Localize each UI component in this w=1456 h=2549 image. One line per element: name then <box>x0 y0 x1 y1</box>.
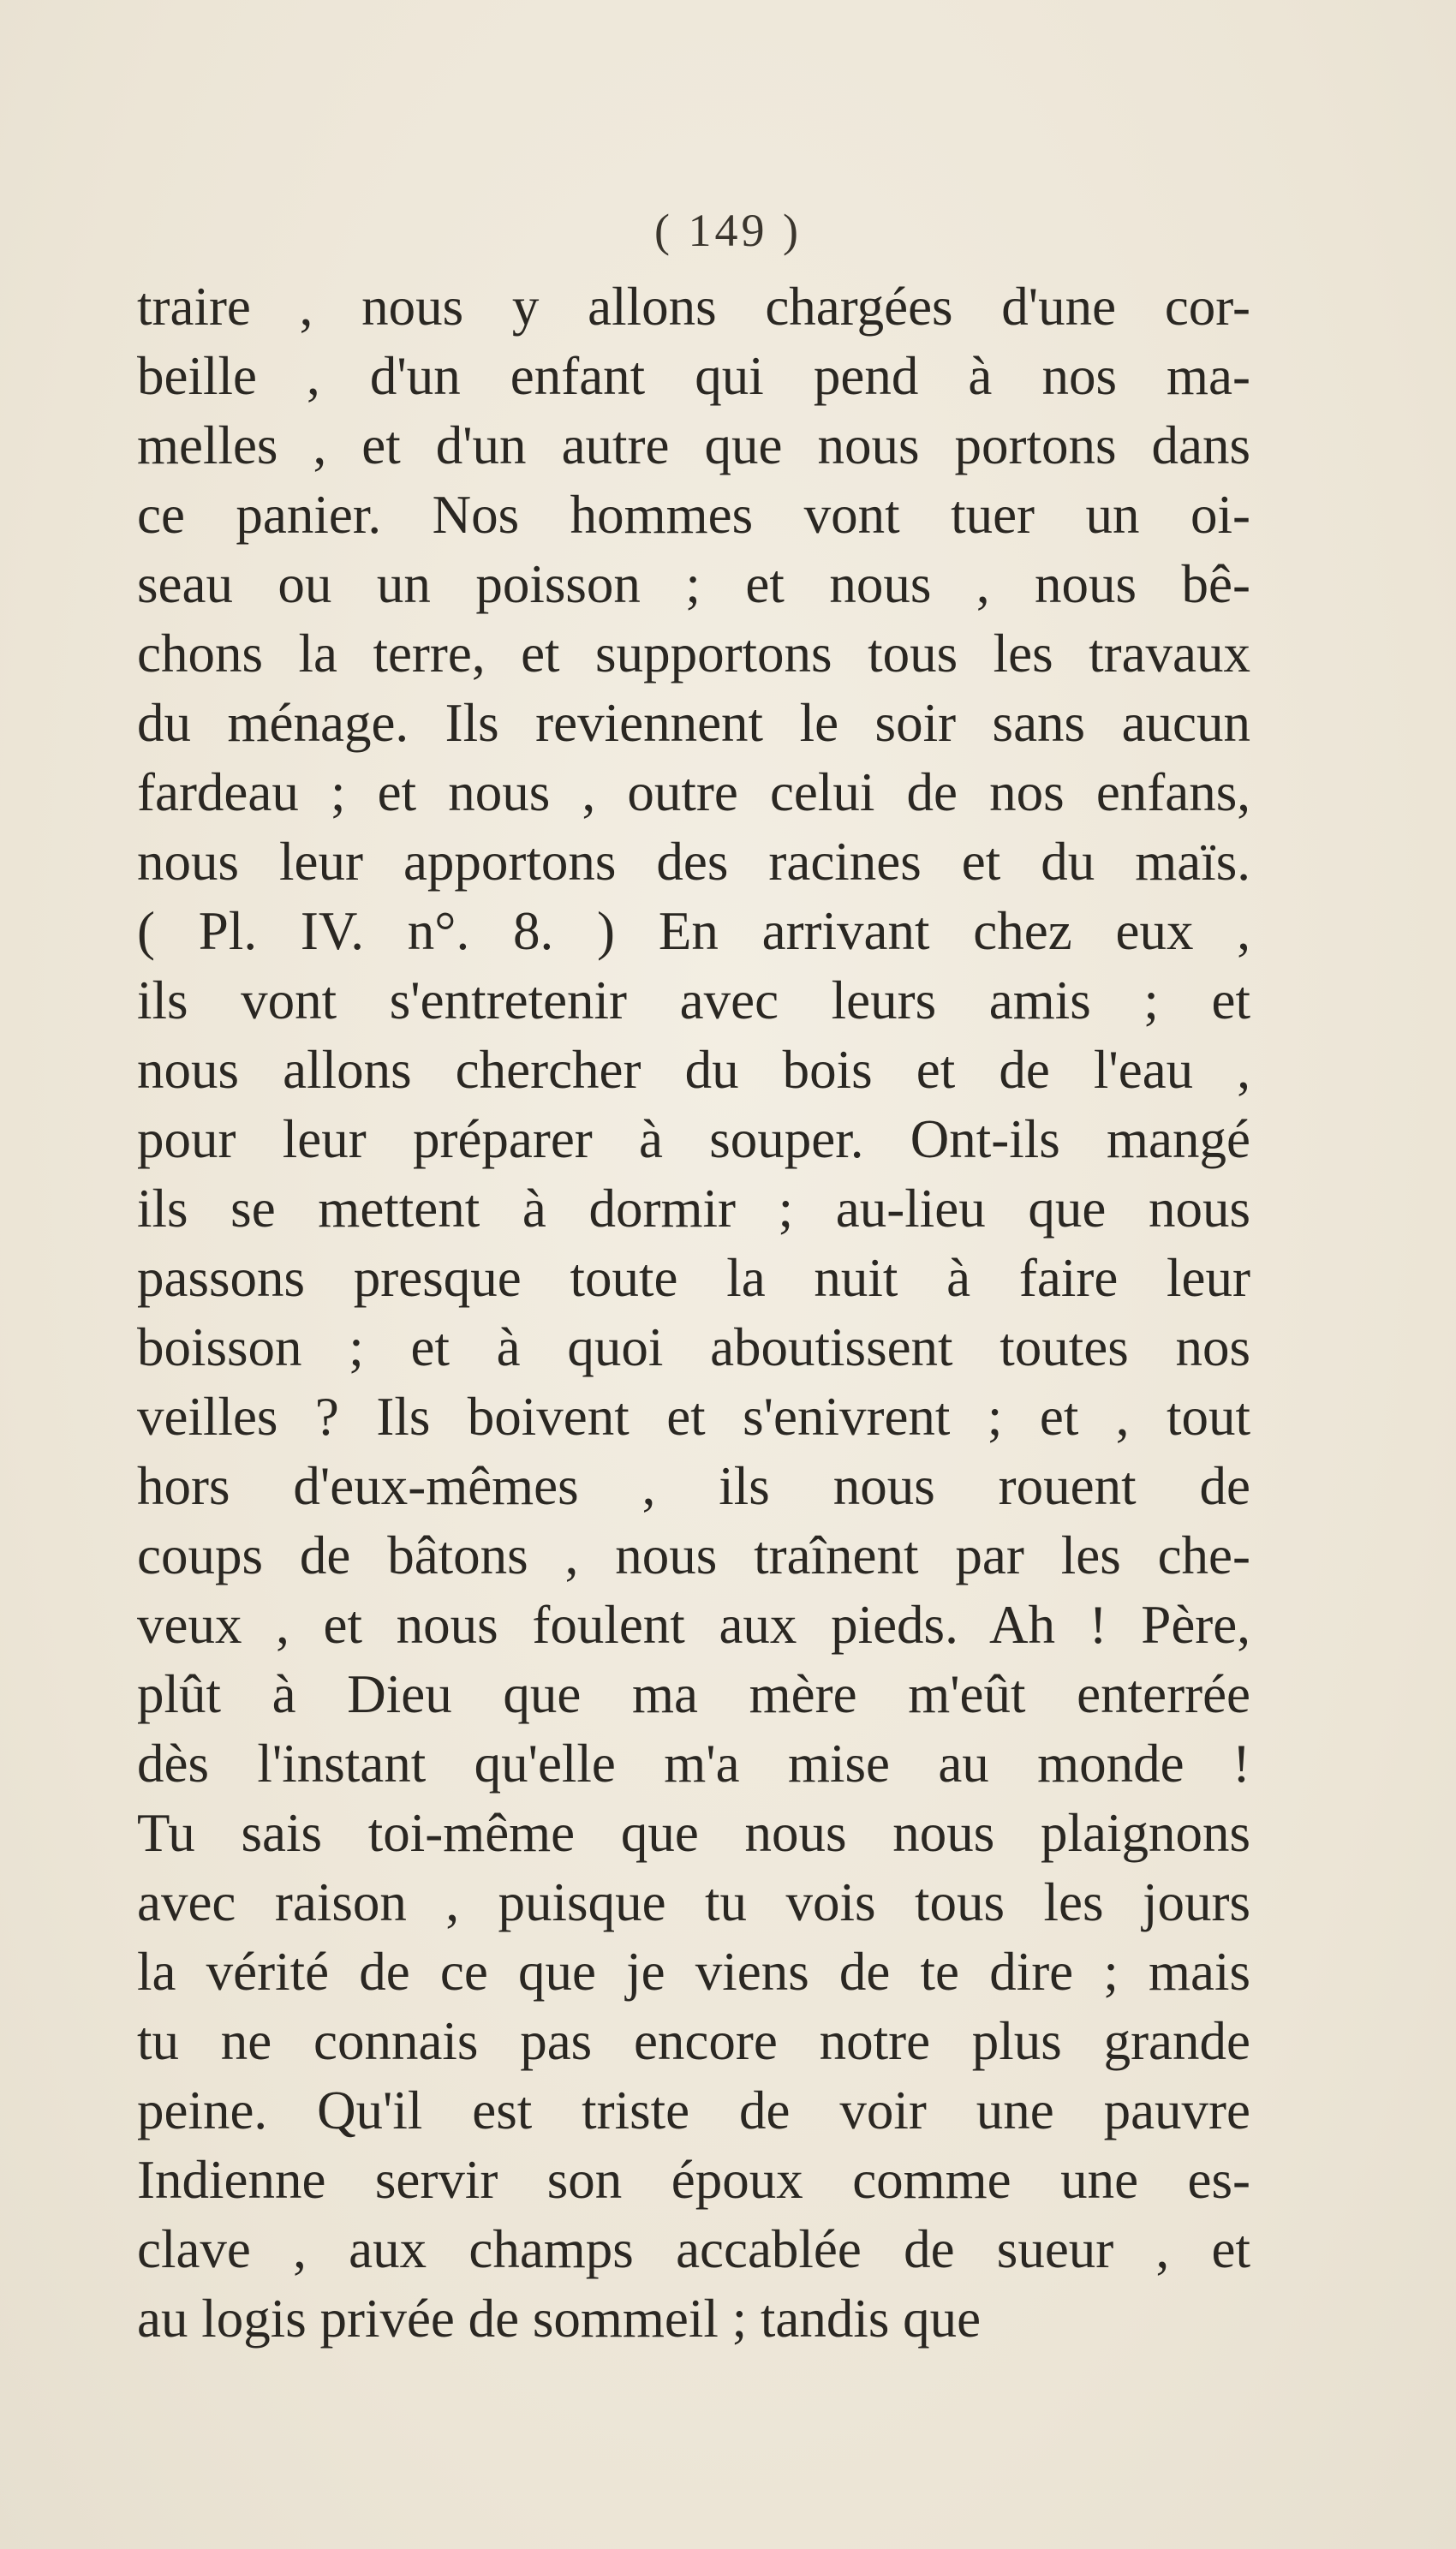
text-line: veux , et nous foulent aux pieds. Ah ! Père, <box>137 1595 1250 1655</box>
text-line: boisson ; et à quoi aboutissent toutes nos <box>137 1317 1250 1377</box>
text-line: au logis privée de sommeil ; tandis que <box>137 2289 982 2349</box>
text-line: beille , d'un enfant qui pend à nos ma- <box>137 346 1250 406</box>
text-line: ils se mettent à dormir ; au-lieu que nous <box>137 1179 1250 1239</box>
text-line: veilles ? Ils boivent et s'enivrent ; et , tout <box>137 1387 1250 1447</box>
text-line: hors d'eux-mêmes , ils nous rouent de <box>137 1456 1250 1516</box>
text-line: ( Pl. IV. n°. 8. ) En arrivant chez eux , <box>137 901 1250 961</box>
body-text <box>137 272 1250 2354</box>
text-line: melles , et d'un autre que nous portons dans <box>137 415 1250 475</box>
text-line: Indienne servir son époux comme une es- <box>137 2150 1250 2210</box>
text-line: peine. Qu'il est triste de voir une pauvre <box>137 2080 1250 2140</box>
text-line: traire , nous y allons chargées d'une cor- <box>137 277 1250 337</box>
text-line: chons la terre, et supportons tous les travaux <box>137 624 1250 684</box>
text-line: du ménage. Ils reviennent le soir sans aucun <box>137 693 1250 753</box>
text-line: dès l'instant qu'elle m'a mise au monde ! <box>137 1734 1250 1794</box>
page-number: ( 149 ) <box>654 205 802 256</box>
text-line: seau ou un poisson ; et nous , nous bê- <box>137 554 1250 614</box>
text-line: clave , aux champs accablée de sueur , et <box>137 2219 1250 2279</box>
text-line: plût à Dieu que ma mère m'eût enterrée <box>137 1664 1250 1724</box>
text-line: tu ne connais pas encore notre plus grande <box>137 2011 1250 2071</box>
text-line: fardeau ; et nous , outre celui de nos enfans, <box>137 762 1250 822</box>
text-line: coups de bâtons , nous traînent par les che- <box>137 1525 1250 1585</box>
text-line: pour leur préparer à souper. Ont-ils mangé <box>137 1109 1250 1169</box>
text-line: Tu sais toi-même que nous nous plaignons <box>137 1803 1250 1863</box>
text-line: ils vont s'entretenir avec leurs amis ; et <box>137 970 1250 1030</box>
text-line: avec raison , puisque tu vois tous les jours <box>137 1872 1250 1932</box>
text-line: passons presque toute la nuit à faire leur <box>137 1248 1250 1308</box>
text-line: nous allons chercher du bois et de l'eau , <box>137 1040 1250 1100</box>
text-line: la vérité de ce que je viens de te dire ; mais <box>137 1942 1250 2002</box>
text-line: nous leur apportons des racines et du maïs. <box>137 832 1250 892</box>
text-line: ce panier. Nos hommes vont tuer un oi- <box>137 485 1250 545</box>
